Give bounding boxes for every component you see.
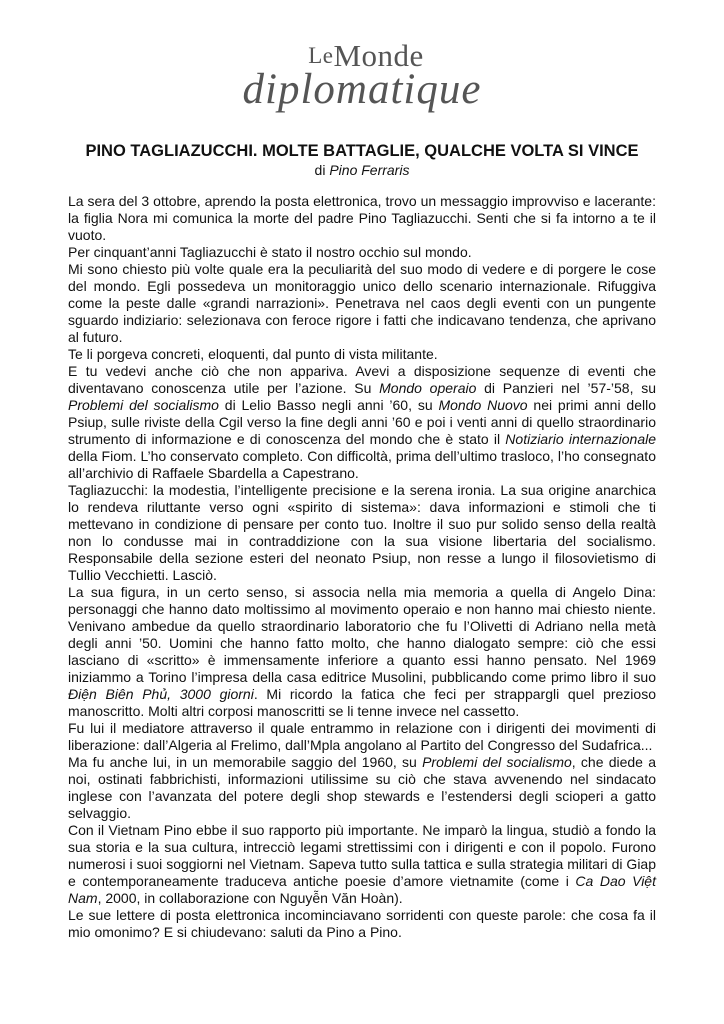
masthead-monde: Monde <box>333 38 424 73</box>
paragraph-6: Tagliazucchi: la modestia, l’intelligente precisione e la serena ironia. La sua origine anarchica lo rendeva riluttante verso ogni «spirito di sistema»: dava informazioni e stimoli che ti mettevano in condizione di pensare per conto tuo. Inoltre il suo pur solido senso della realtà non lo condusse mai in contraddizione con la sua visione libertaria del socialismo. Responsabile della sezione esteri del neonato Psiup, non resse a lungo il filosovietismo di Tullio Vecchietti. Lasciò. <box>68 482 656 583</box>
paragraph-5-text-4: nei primi anni dello Psiup, sulle riviste della Cgil verso la fine degli anni ’60 e poi i venti anni di quello straordinario strumento di informazione e di conoscenza del mondo che è stato il <box>68 397 656 447</box>
paragraph-10 <box>68 822 656 907</box>
paragraph-1: La sera del 3 ottobre, aprendo la posta elettronica, trovo un messaggio improvviso e lacerante: la figlia Nora mi comunica la morte del padre Pino Tagliazucchi. Senti che si fa intorno a te il vuoto. <box>68 193 656 243</box>
paragraph-10-text-2: , 2000, in collaborazione con Nguyễn Văn Hoàn). <box>97 890 403 906</box>
masthead-le: Le <box>308 43 334 68</box>
paragraph-11: Le sue lettere di posta elettronica incominciavano sorridenti con queste parole: che cosa fa il mio omonimo? E si chiudevano: saluti da Pino a Pino. <box>68 907 656 940</box>
author-name: Pino Ferraris <box>329 162 410 178</box>
byline <box>0 162 724 179</box>
masthead-logo <box>0 40 724 111</box>
article-body <box>68 193 656 941</box>
journal-problemi-del-socialismo: Problemi del socialismo <box>68 397 219 413</box>
paragraph-7-text-1: La sua figura, in un certo senso, si associa nella mia memoria a quella di Angelo Dina: personaggi che hanno dato moltissimo al movimento operaio e non hanno mai chiesto niente. Venivano ambedue da quello straordinario laboratorio che fu l’Olivetti di Adriano nella metà degli anni ’50. Uomini che hanno fatto molto, che hanno dialogato sempre: ciò che essi lasciano di «scritto» è immensamente inferiore a quanto essi hanno pensato. Nel 1969 iniziammo a Torino l’impresa della casa editrice Musolini, pubblicando come primo libro il suo <box>68 584 656 685</box>
paragraph-2: Per cinquant’anni Tagliazucchi è stato il nostro occhio sul mondo. <box>68 244 472 260</box>
paragraph-8: Fu lui il mediatore attraverso il quale entrammo in relazione con i dirigenti dei movimenti di liberazione: dall’Algeria al Frelimo, dall’Mpla angolano al Partito del Congresso del Sudafrica... <box>68 720 656 753</box>
journal-notiziario-internazionale: Notiziario internazionale <box>505 431 657 447</box>
article-title: PINO TAGLIAZUCCHI. MOLTE BATTAGLIE, QUALCHE VOLTA SI VINCE <box>85 142 639 160</box>
masthead-diplomatique: diplomatique <box>242 66 482 113</box>
byline-prefix: di <box>314 162 326 178</box>
paragraph-5-text-2: di Panzieri nel ’57-’58, su <box>476 380 656 396</box>
paragraph-9-text-2: , che diede a noi, ostinati fabbrichisti, informazioni utilissime su ciò che stava avvenendo nel sindacato inglese con l’avanzata del potere degli shop stewards e l’estendersi degli scioperi a gatto selvaggio. <box>68 754 656 821</box>
paragraph-5-text-5: della Fiom. L’ho conservato completo. Con difficoltà, prima dell’ultimo trasloco, l’ho consegnato all’archivio di Raffaele Sbardella a Capestrano. <box>68 448 656 481</box>
paragraph-10-text-1: Con il Vietnam Pino ebbe il suo rapporto più importante. Ne imparò la lingua, studiò a fondo la sua storia e la sua cultura, intrecciò legami strettissimi con i dirigenti e con il popolo. Furono numerosi i suoi soggiorni nel Vietnam. Sapeva tutto sulla tattica e sulla strategia militari di Giap e contemporaneamente traduceva antiche poesie d’amore vietnamite (come i <box>68 822 656 889</box>
book-dien-bien-phu: Điện Biên Phủ, 3000 giorni <box>68 686 254 702</box>
paragraph-9 <box>68 754 656 822</box>
paragraph-9-text-1: Ma fu anche lui, in un memorabile saggio del 1960, su <box>68 754 423 770</box>
paragraph-5 <box>68 363 656 482</box>
journal-mondo-operaio: Mondo operaio <box>379 380 477 396</box>
paragraph-7-text-2: . Mi ricordo la fatica che feci per strappargli quel prezioso manoscritto. Molti altri corposi manoscritti se li tenne invece nel cassetto. <box>68 686 656 719</box>
journal-mondo-nuovo: Mondo Nuovo <box>438 397 528 413</box>
journal-problemi-del-socialismo-2: Problemi del socialismo <box>422 754 572 770</box>
paragraph-4: Te li porgeva concreti, eloquenti, dal punto di vista militante. <box>68 346 438 362</box>
paragraph-5-text-1: E tu vedevi anche ciò che non appariva. Avevi a disposizione sequenze di eventi che diventavano conoscenza utile per l’azione. Su <box>68 363 656 396</box>
paragraph-3: Mi sono chiesto più volte quale era la peculiarità del suo modo di vedere e di porgere le cose del mondo. Egli possedeva un monitoraggio unico dello scenario internazionale. Rifuggiva come la peste dalle «grandi narrazioni». Penetrava nel caos degli eventi con un pungente sguardo indiziario: selezionava con feroce rigore i fatti che indicavano tendenza, che aprivano al futuro. <box>68 261 656 345</box>
paragraph-7 <box>68 584 656 720</box>
paragraph-5-text-3: di Lelio Basso negli anni ’60, su <box>218 397 439 413</box>
book-ca-dao-viet-nam: Ca Dao Việt Nam <box>68 873 656 906</box>
